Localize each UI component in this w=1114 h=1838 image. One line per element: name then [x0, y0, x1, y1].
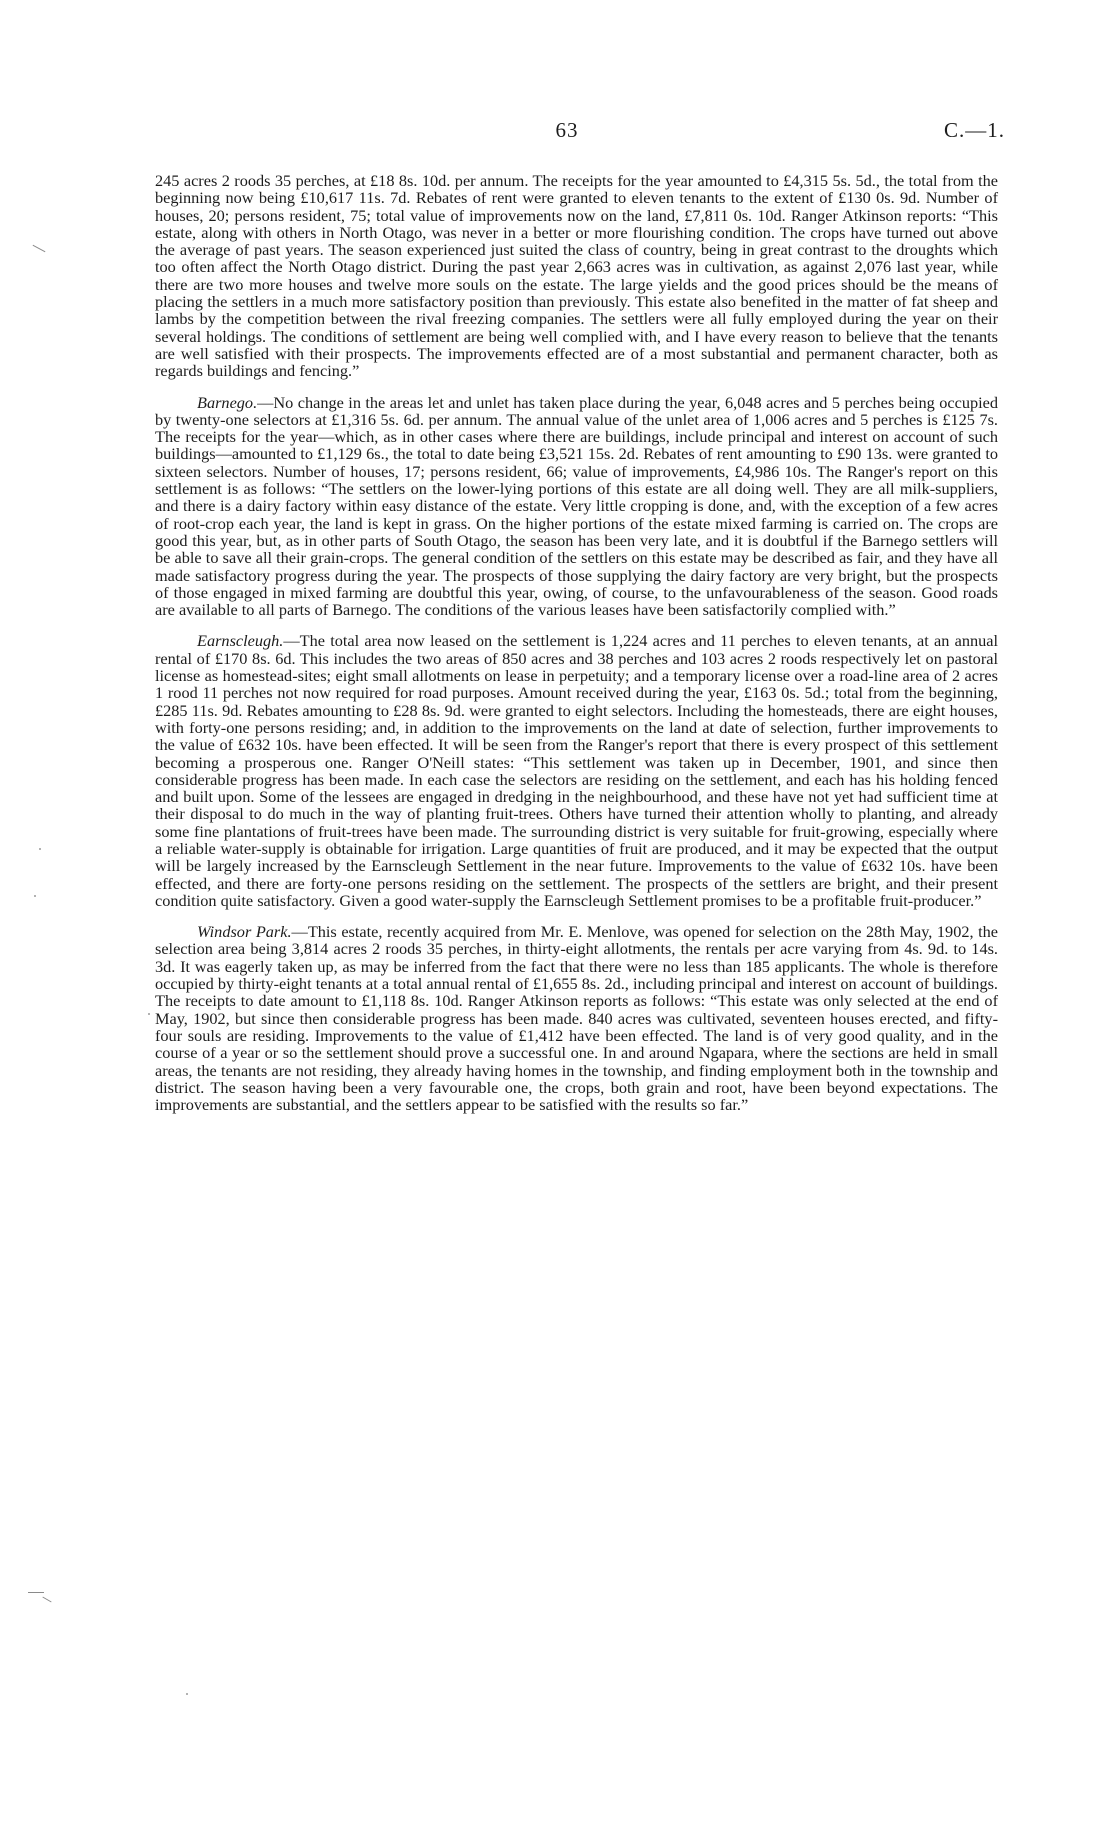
paragraph-text: 245 acres 2 roods 35 perches, at £18 8s. 10d. per annum. The receipts for the year amounted to £4,315 5s. 5d., the total from the beginning now being £10,617 11s. 7d. Rebates of rent were granted to eleven tenants to the extent of £130 0s. 9d. Number of houses, 20; persons resident, 75; total value of improvements now on the land, £7,811 0s. 10d. Ranger Atkinson reports: “This estate, along with others in North Otago, was never in a better or more flourishing condition. The crops have turned out above the average of past years. The season experienced just suited the class of country, being in great contrast to the droughts which too often affect the North Otago district. During the past year 2,663 acres was in cultivation, as against 2,076 last year, while there are two more houses and twelve more souls on the estate. The large yields and the good prices should be the means of placing the settlers in a much more satisfactory position than previously. This estate also benefited in the matter of fat sheep and lambs by the competition between the rival freezing companies. The settlers were all fully employed during the year on their several holdings. The conditions of settlement are being well complied with, and I have every reason to believe that the tenants are well satisfied with their prospects. The improvements effected are of a most substantial and permanent character, both as regards buildings and fencing.” [155, 171, 998, 381]
place-heading: Windsor Park. [197, 922, 292, 942]
paragraph-barnego [155, 394, 998, 619]
paragraph-continued [155, 172, 998, 380]
place-heading: Earnscleugh. [197, 631, 284, 651]
scan-speck [148, 1013, 150, 1015]
paragraph-text: —The total area now leased on the settlement is 1,224 acres and 11 perches to eleven tenants, at an annual rental of £170 8s. 6d. This includes the two areas of 850 acres and 38 perches and 103 acres 2 roods respectively let on pastoral license as homestead-sites; eight small allotments on lease in perpetuity; and a temporary license over a road-line area of 2 acres 1 rood 11 perches not now required for road purposes. Amount received during the year, £163 0s. 5d.; total from the beginning, £285 11s. 9d. Rebates amounting to £28 8s. 9d. were granted to eight selectors. Including the homesteads, there are eight houses, with forty-one persons residing; and, in addition to the improvements on the land at date of selection, further improvements to the value of £632 10s. have been effected. It will be seen from the Ranger's report that there is every prospect of this settlement becoming a prosperous one. Ranger O'Neill states: “This settlement was taken up in December, 1901, and since then considerable progress has been made. In each case the selectors are residing on the settlement, and each has his holding fenced and built upon. Some of the lessees are engaged in dredging in the neighbourhood, and these have not yet had sufficient time at their disposal to do much in the way of planting fruit-trees. Others have turned their attention wholly to planting, and already some fine plantations of fruit-trees have been made. The surrounding district is very suitable for fruit-growing, especially where a reliable water-supply is obtainable for irrigation. Large quantities of fruit are produced, and it may be expected that the output will be largely increased by the Earnscleugh Settlement in the near future. Improvements to the value of £632 10s. have been effected, and there are forty-one persons residing on the settlement. The prospects of the settlers are bright, and their present condition quite satisfactory. Given a good water-supply the Earnscleugh Settlement promises to be a profitable fruit-producer.” [155, 631, 998, 910]
scan-speck [186, 1693, 188, 1695]
text-column [155, 172, 998, 1113]
scan-speck [34, 895, 36, 897]
scan-mark [28, 1592, 44, 1593]
scan-mark [42, 1597, 51, 1603]
paragraph-earnscleugh [155, 632, 998, 909]
page-number: 63 [555, 118, 579, 142]
scan-speck [39, 848, 41, 850]
scan-mark [33, 245, 46, 252]
paragraph-text: —No change in the areas let and unlet has taken place during the year, 6,048 acres and 5 perches being occupied by twenty-one selectors at £1,316 5s. 6d. per annum. The annual value of the unlet area of 1,006 acres and 5 perches is £125 7s. The receipts for the year—which, as in other cases where there are buildings, include principal and interest on account of such buildings—amounted to £1,129 6s., the total to date being £3,521 15s. 2d. Rebates of rent amounting to £90 13s. were granted to sixteen selectors. Number of houses, 17; persons resident, 66; value of improvements, £4,986 10s. The Ranger's report on this settlement is as follows: “The settlers on the lower-lying portions of this estate are all doing well. They are all milk-suppliers, and there is a dairy factory within easy distance of the estate. Very little cropping is done, and, with the exception of a few acres of root-crop each year, the land is kept in grass. On the higher portions of the estate mixed farming is carried on. The crops are good this year, but, as in other parts of South Otago, the season has been very late, and it is doubtful if the Barnego settlers will be able to save all their grain-crops. The general condition of the settlers on this estate may be described as fair, and they have all made satisfactory progress during the year. The prospects of those supplying the dairy factory are very bright, but the prospects of those engaged in mixed farming are doubtful this year, owing, of course, to the unfavourableness of the season. Good roads are available to all parts of Barnego. The conditions of the various leases have been satisfactorily complied with.” [155, 392, 998, 620]
paragraph-windsor-park [155, 923, 998, 1113]
paper-reference: C.—1. [943, 118, 1005, 142]
paragraph-text: —This estate, recently acquired from Mr. E. Menlove, was opened for selection on the 28th May, 1902, the selection area being 3,814 acres 2 roods 35 perches, in thirty-eight allotments, the rentals per acre varying from 4s. 9d. to 14s. 3d. It was eagerly taken up, as may be inferred from the fact that there were no less than 185 applicants. The whole is therefore occupied by thirty-eight tenants at a total annual rental of £1,655 8s. 2d., including principal and interest on account of buildings. The receipts to date amount to £1,118 8s. 10d. Ranger Atkinson reports as follows: “This estate was only selected at the end of May, 1902, but since then considerable progress has been made. 840 acres was cultivated, seventeen houses erected, and fifty-four souls are residing. Improvements to the value of £1,412 have been effected. The land is of very good quality, and in the course of a year or so the settlement should prove a successful one. In and around Ngapara, where the sections are held in small areas, the tenants are not residing, they already having homes in the township, and finding employment both in the township and district. The season having been a very favourable one, the crops, both grain and root, have been beyond expectations. The improvements are substantial, and the settlers appear to be satisfied with the results so far.” [155, 922, 998, 1115]
place-heading: Barnego. [197, 392, 258, 412]
